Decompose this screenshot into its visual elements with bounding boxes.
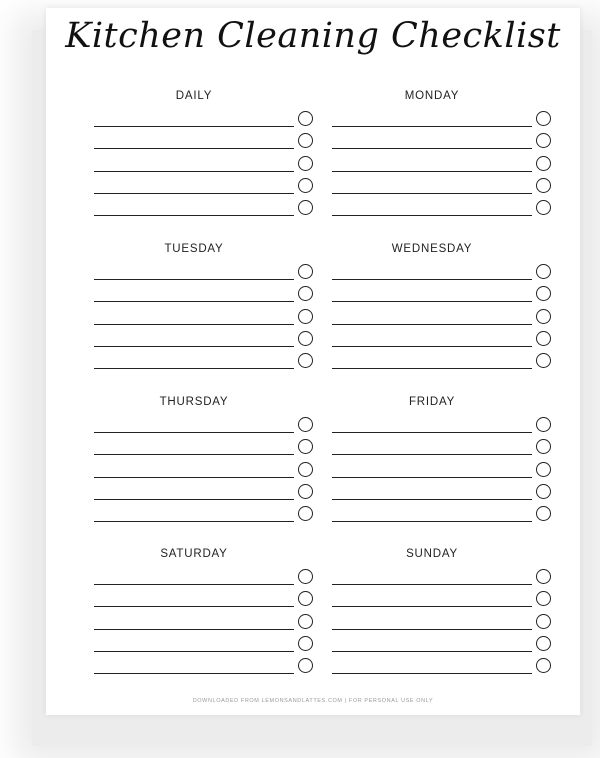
checkbox-circle[interactable]	[536, 591, 551, 606]
checklist-row	[94, 569, 316, 585]
checkbox-circle[interactable]	[536, 156, 551, 171]
section-title: FRIDAY	[408, 396, 456, 408]
write-in-line[interactable]	[332, 301, 532, 302]
checklist-row	[94, 331, 316, 347]
checkbox-circle[interactable]	[536, 462, 551, 477]
write-in-line[interactable]	[94, 171, 294, 172]
write-in-line[interactable]	[332, 432, 532, 433]
write-in-line[interactable]	[332, 193, 532, 194]
checklist-row	[332, 178, 554, 194]
write-in-line[interactable]	[94, 629, 294, 630]
write-in-line[interactable]	[332, 673, 532, 674]
write-in-line[interactable]	[94, 324, 294, 325]
write-in-line[interactable]	[94, 521, 294, 522]
write-in-line[interactable]	[94, 279, 294, 280]
checkbox-circle[interactable]	[298, 591, 313, 606]
checkbox-circle[interactable]	[536, 200, 551, 215]
checklist-row	[332, 309, 554, 325]
checklist-row	[332, 353, 554, 369]
write-in-line[interactable]	[332, 148, 532, 149]
checklist-row	[94, 133, 316, 149]
checkbox-circle[interactable]	[298, 636, 313, 651]
write-in-line[interactable]	[332, 584, 532, 585]
checkbox-circle[interactable]	[536, 178, 551, 193]
checkbox-circle[interactable]	[536, 353, 551, 368]
checklist-row	[332, 111, 554, 127]
section-title: SATURDAY	[160, 548, 228, 560]
checklist-row	[332, 439, 554, 455]
checkbox-circle[interactable]	[298, 264, 313, 279]
checkbox-circle[interactable]	[536, 309, 551, 324]
write-in-line[interactable]	[332, 324, 532, 325]
write-in-line[interactable]	[94, 673, 294, 674]
checkbox-circle[interactable]	[298, 658, 313, 673]
checklist-row	[332, 200, 554, 216]
write-in-line[interactable]	[332, 346, 532, 347]
checklist-row	[94, 636, 316, 652]
write-in-line[interactable]	[332, 215, 532, 216]
write-in-line[interactable]	[332, 454, 532, 455]
checklist-row	[332, 569, 554, 585]
section-title: MONDAY	[404, 90, 460, 102]
checklist-row	[332, 133, 554, 149]
write-in-line[interactable]	[332, 606, 532, 607]
checklist-row	[94, 264, 316, 280]
write-in-line[interactable]	[332, 499, 532, 500]
checklist-row	[94, 156, 316, 172]
checkbox-circle[interactable]	[536, 658, 551, 673]
checkbox-circle[interactable]	[298, 353, 313, 368]
write-in-line[interactable]	[332, 368, 532, 369]
checklist-row	[332, 286, 554, 302]
checkbox-circle[interactable]	[536, 133, 551, 148]
write-in-line[interactable]	[332, 126, 532, 127]
checkbox-circle[interactable]	[298, 569, 313, 584]
checklist-row	[94, 484, 316, 500]
write-in-line[interactable]	[332, 651, 532, 652]
checkbox-circle[interactable]	[298, 462, 313, 477]
checklist-row	[94, 286, 316, 302]
section-title: TUESDAY	[164, 243, 224, 255]
checklist-row	[332, 462, 554, 478]
checkbox-circle[interactable]	[536, 286, 551, 301]
checkbox-circle[interactable]	[298, 286, 313, 301]
checkbox-circle[interactable]	[298, 614, 313, 629]
checkbox-circle[interactable]	[298, 200, 313, 215]
checkbox-circle[interactable]	[536, 331, 551, 346]
section-title: SUNDAY	[406, 548, 458, 560]
write-in-line[interactable]	[94, 584, 294, 585]
write-in-line[interactable]	[94, 432, 294, 433]
write-in-line[interactable]	[332, 477, 532, 478]
section-title: DAILY	[175, 90, 213, 102]
checkbox-circle[interactable]	[536, 636, 551, 651]
write-in-line[interactable]	[94, 651, 294, 652]
checklist-row	[332, 156, 554, 172]
checkbox-circle[interactable]	[298, 178, 313, 193]
section-title: WEDNESDAY	[391, 243, 473, 255]
checklist-row	[94, 417, 316, 433]
checkbox-circle[interactable]	[536, 506, 551, 521]
checkbox-circle[interactable]	[536, 439, 551, 454]
checkbox-circle[interactable]	[298, 133, 313, 148]
checkbox-circle[interactable]	[536, 111, 551, 126]
write-in-line[interactable]	[94, 193, 294, 194]
checklist-row	[332, 614, 554, 630]
checkbox-circle[interactable]	[536, 417, 551, 432]
checklist-row	[94, 439, 316, 455]
page-title: Kitchen Cleaning Checklist	[65, 16, 561, 56]
checkbox-circle[interactable]	[298, 506, 313, 521]
checkbox-circle[interactable]	[298, 439, 313, 454]
checklist-row	[332, 417, 554, 433]
checkbox-circle[interactable]	[298, 309, 313, 324]
write-in-line[interactable]	[94, 148, 294, 149]
checkbox-circle[interactable]	[298, 156, 313, 171]
checklist-row	[94, 111, 316, 127]
checklist-page	[46, 8, 580, 715]
section-title: THURSDAY	[159, 396, 229, 408]
write-in-line[interactable]	[332, 521, 532, 522]
footer-note: DOWNLOADED FROM LEMONSANDLATTES.COM | FOR PERSONAL USE ONLY	[192, 698, 434, 704]
checkbox-circle[interactable]	[536, 614, 551, 629]
checkbox-circle[interactable]	[298, 111, 313, 126]
write-in-line[interactable]	[332, 171, 532, 172]
checkbox-circle[interactable]	[536, 264, 551, 279]
checkbox-circle[interactable]	[536, 484, 551, 499]
write-in-line[interactable]	[94, 301, 294, 302]
write-in-line[interactable]	[94, 499, 294, 500]
checklist-row	[332, 506, 554, 522]
checklist-row	[94, 200, 316, 216]
checkbox-circle[interactable]	[298, 331, 313, 346]
checkbox-circle[interactable]	[298, 484, 313, 499]
write-in-line[interactable]	[94, 606, 294, 607]
checklist-row	[94, 506, 316, 522]
checklist-row	[94, 353, 316, 369]
checklist-row	[332, 636, 554, 652]
checklist-row	[332, 484, 554, 500]
write-in-line[interactable]	[94, 346, 294, 347]
write-in-line[interactable]	[94, 454, 294, 455]
checklist-row	[332, 264, 554, 280]
checklist-row	[94, 309, 316, 325]
checklist-row	[94, 591, 316, 607]
checklist-row	[332, 591, 554, 607]
checklist-row	[94, 614, 316, 630]
checklist-row	[332, 658, 554, 674]
write-in-line[interactable]	[94, 215, 294, 216]
write-in-line[interactable]	[332, 279, 532, 280]
write-in-line[interactable]	[332, 629, 532, 630]
checkbox-circle[interactable]	[298, 417, 313, 432]
write-in-line[interactable]	[94, 368, 294, 369]
checklist-row	[94, 462, 316, 478]
checklist-row	[332, 331, 554, 347]
checklist-row	[94, 178, 316, 194]
write-in-line[interactable]	[94, 477, 294, 478]
checklist-row	[94, 658, 316, 674]
checkbox-circle[interactable]	[536, 569, 551, 584]
write-in-line[interactable]	[94, 126, 294, 127]
